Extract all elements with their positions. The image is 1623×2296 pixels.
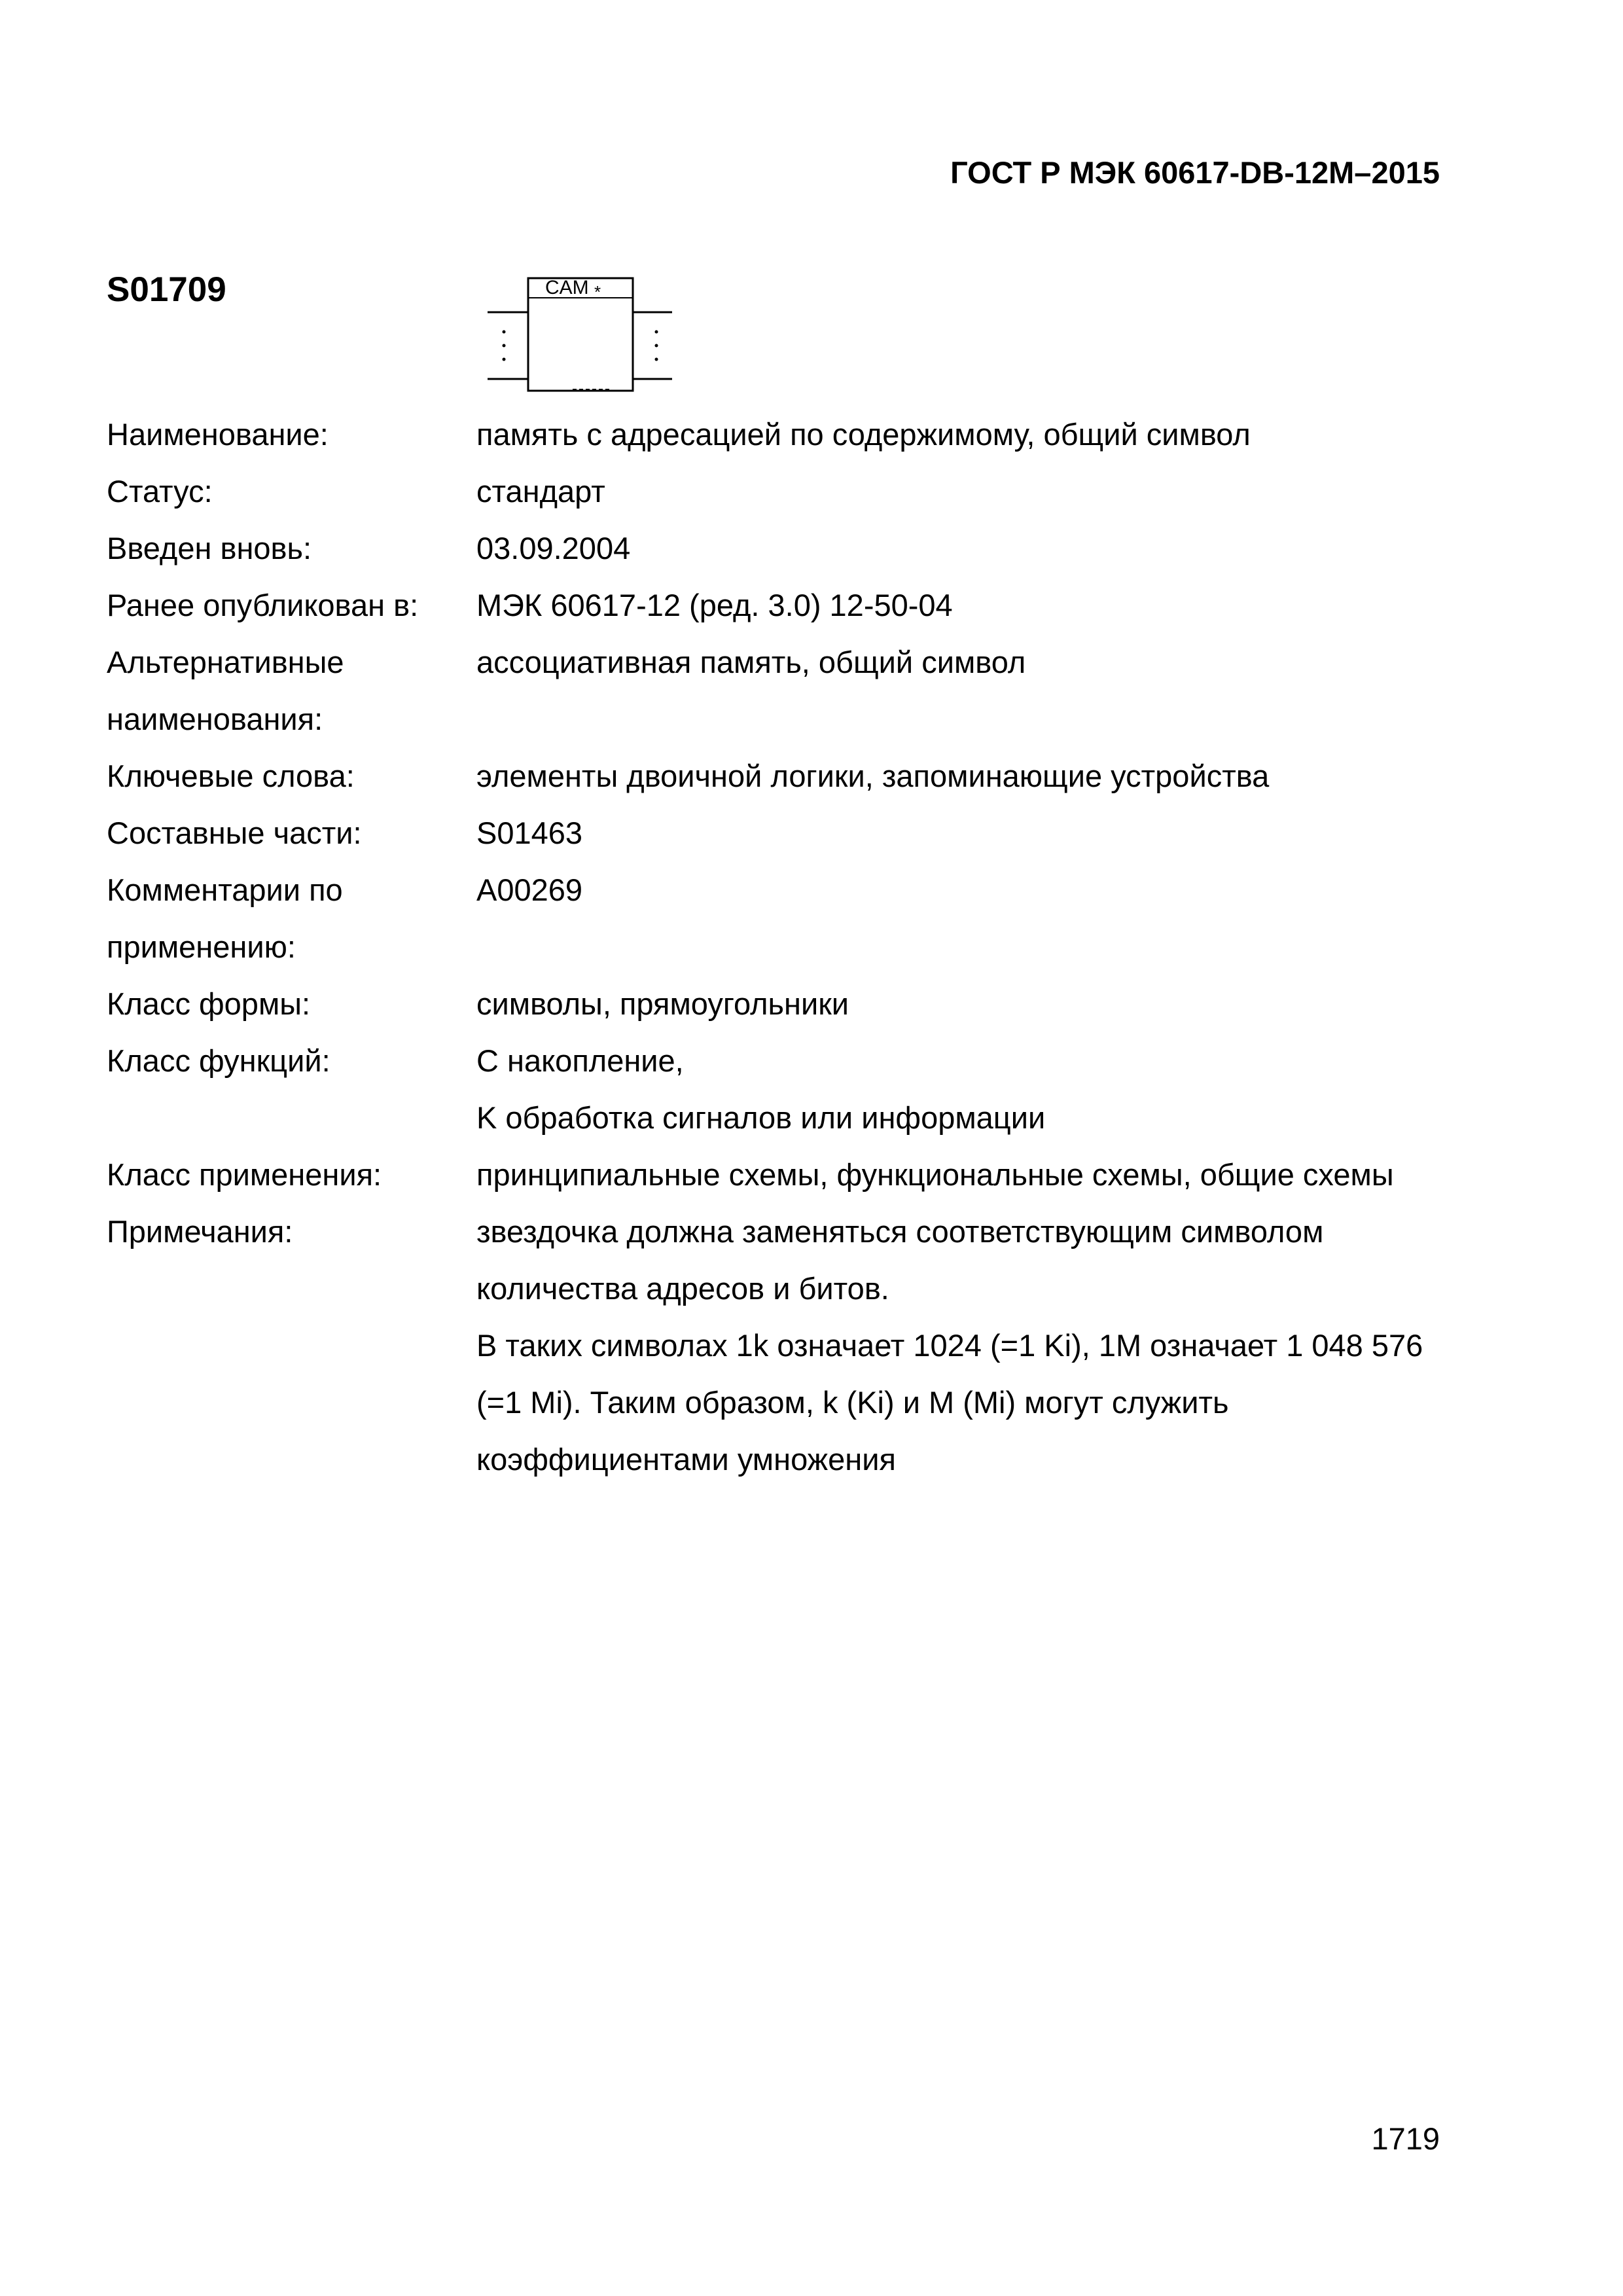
field-value-line: принципиальные схемы, функциональные схемы, общие схемы	[476, 1157, 1394, 1192]
field-label: Класс формы:	[107, 986, 311, 1021]
attributes-table	[107, 406, 1455, 1488]
field-value-line: память с адресацией по содержимому, общий символ	[476, 417, 1251, 452]
field-row-components	[107, 804, 1455, 861]
field-row-form-class	[107, 975, 1455, 1032]
field-value-line: звездочка должна заменяться соответствующим символом количества адресов и битов.	[476, 1214, 1324, 1306]
field-row-keywords	[107, 747, 1455, 804]
field-value	[476, 463, 1455, 520]
field-value	[476, 1146, 1455, 1203]
field-value-line: ассоциативная память, общий символ	[476, 645, 1026, 679]
field-value	[476, 747, 1455, 804]
field-value	[476, 804, 1455, 861]
field-value	[476, 406, 1455, 463]
field-value	[476, 975, 1455, 1032]
field-value-line: элементы двоичной логики, запоминающие устройства	[476, 759, 1270, 793]
field-row-alternative-names	[107, 634, 1455, 747]
field-value-line: S01463	[476, 816, 583, 850]
field-label: Составные части:	[107, 816, 362, 850]
field-label: Наименование:	[107, 417, 329, 452]
field-value	[476, 861, 1455, 975]
cam-memory-symbol-icon	[488, 272, 677, 399]
field-row-notes	[107, 1203, 1455, 1488]
cam-symbol-drawing	[488, 272, 677, 396]
field-value	[476, 577, 1455, 634]
field-label: Ключевые слова:	[107, 759, 355, 793]
field-row-application-class	[107, 1146, 1455, 1203]
field-value	[476, 1032, 1455, 1146]
field-row-name	[107, 406, 1455, 463]
field-label: Ранее опубликован в:	[107, 588, 419, 622]
cam-symbol-label: CAM	[545, 277, 589, 298]
field-value-line: стандарт	[476, 474, 605, 509]
field-label: Примечания:	[107, 1214, 293, 1249]
symbol-code: S01709	[107, 270, 226, 309]
field-label: Статус:	[107, 474, 213, 509]
field-value-line: С накопление,	[476, 1043, 684, 1078]
field-value-line: A00269	[476, 872, 583, 907]
field-value	[476, 1203, 1455, 1488]
field-row-published	[107, 577, 1455, 634]
field-row-function-class	[107, 1032, 1455, 1146]
field-value-line: 03.09.2004	[476, 531, 631, 565]
svg-text:*: *	[594, 282, 601, 302]
field-label: Класс функций:	[107, 1043, 330, 1078]
field-label: Введен вновь:	[107, 531, 312, 565]
field-value-line: МЭК 60617-12 (ред. 3.0) 12-50-04	[476, 588, 953, 622]
field-value-line: символы, прямоугольники	[476, 986, 849, 1021]
field-label: Комментарии по применению:	[107, 872, 343, 964]
field-row-usage-comments	[107, 861, 1455, 975]
field-row-status	[107, 463, 1455, 520]
field-value	[476, 634, 1455, 747]
field-row-introduced	[107, 520, 1455, 577]
field-label: Класс применения:	[107, 1157, 382, 1192]
field-value-line: K обработка сигналов или информации	[476, 1100, 1046, 1135]
page-number: 1719	[1371, 2121, 1440, 2156]
document-header: ГОСТ Р МЭК 60617-DB-12М–2015	[950, 155, 1440, 190]
field-value-line: В таких символах 1k означает 1024 (=1 Ki), 1M означает 1 048 576 (=1 Mi). Таким образом, k (Ki) и M (Mi) могут служить коэффициентами умножения	[476, 1328, 1423, 1477]
field-value	[476, 520, 1455, 577]
field-label: Альтернативные наименования:	[107, 645, 344, 736]
